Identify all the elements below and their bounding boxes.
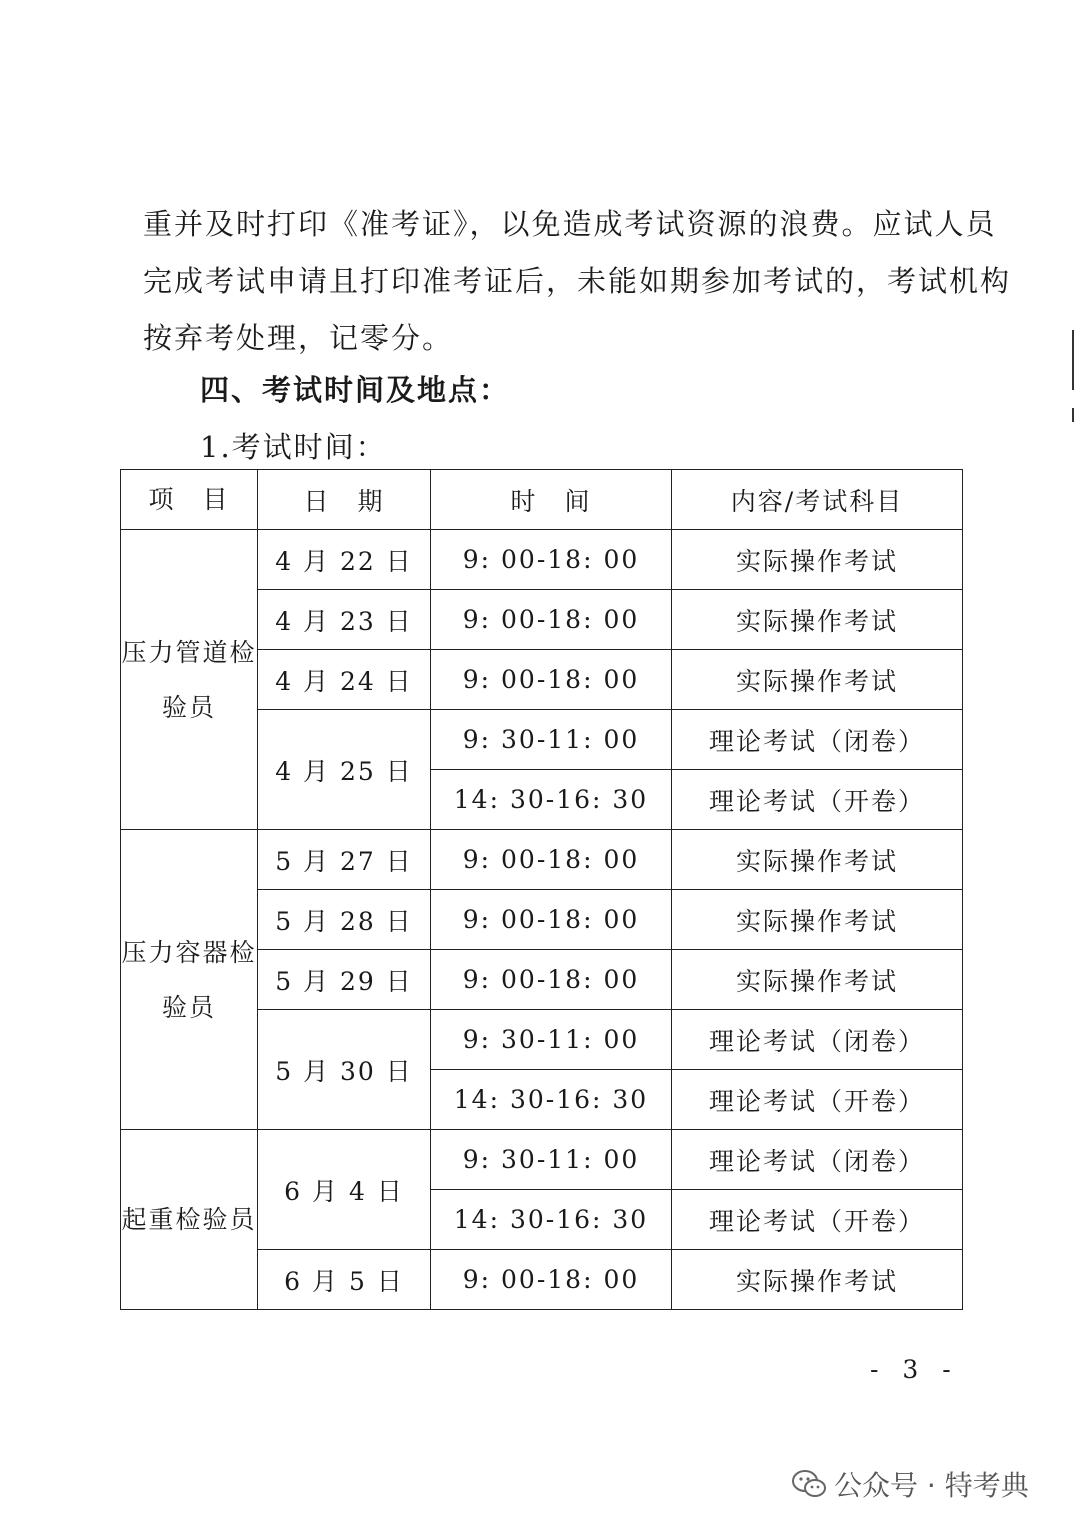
scan-mark <box>1072 330 1074 390</box>
intro-line-1: 重并及时打印《准考证》，以免造成考试资源的浪费。应试人员 <box>143 207 997 241</box>
date-cell: 6 月 4 日 <box>258 1130 431 1250</box>
table-row <box>121 530 963 590</box>
time-cell: 14: 30-16: 30 <box>431 1190 672 1250</box>
subject-cell: 实际操作考试 <box>672 950 963 1010</box>
item-cell: 压力管道检验员 <box>121 530 258 830</box>
time-cell: 9: 30-11: 00 <box>431 1010 672 1070</box>
intro-line-2: 完成考试申请且打印准考证后，未能如期参加考试的，考试机构 <box>143 264 1012 298</box>
time-cell: 9: 30-11: 00 <box>431 1130 672 1190</box>
time-cell: 9: 00-18: 00 <box>431 650 672 710</box>
subject-cell: 理论考试（开卷） <box>672 1070 963 1130</box>
intro-line-3: 按弃考处理，记零分。 <box>143 321 454 355</box>
item-cell: 起重检验员 <box>121 1130 258 1310</box>
date-cell: 5 月 30 日 <box>258 1010 431 1130</box>
header-time: 时 间 <box>431 470 672 530</box>
subject-cell: 理论考试（闭卷） <box>672 1130 963 1190</box>
scan-mark <box>1072 408 1074 422</box>
time-cell: 9: 00-18: 00 <box>431 590 672 650</box>
subject-cell: 理论考试（闭卷） <box>672 1010 963 1070</box>
time-cell: 14: 30-16: 30 <box>431 770 672 830</box>
table-row <box>121 830 963 890</box>
date-cell: 5 月 29 日 <box>258 950 431 1010</box>
sub-heading: 1.考试时间： <box>200 430 387 464</box>
time-cell: 9: 00-18: 00 <box>431 1250 672 1310</box>
wechat-icon <box>792 1469 826 1499</box>
date-cell: 4 月 25 日 <box>258 710 431 830</box>
table-row <box>121 1130 963 1190</box>
section-heading: 四、考试时间及地点： <box>200 373 511 407</box>
time-cell: 9: 30-11: 00 <box>431 710 672 770</box>
watermark <box>792 1464 1029 1504</box>
watermark-text: 公众号 · 特考典 <box>834 1469 1029 1502</box>
header-date: 日 期 <box>258 470 431 530</box>
date-cell: 4 月 24 日 <box>258 650 431 710</box>
time-cell: 9: 00-18: 00 <box>431 890 672 950</box>
subject-cell: 实际操作考试 <box>672 530 963 590</box>
subject-cell: 实际操作考试 <box>672 590 963 650</box>
time-cell: 9: 00-18: 00 <box>431 530 672 590</box>
date-cell: 5 月 27 日 <box>258 830 431 890</box>
header-item: 项 目 <box>121 470 258 530</box>
date-cell: 5 月 28 日 <box>258 890 431 950</box>
item-cell: 压力容器检验员 <box>121 830 258 1130</box>
time-cell: 14: 30-16: 30 <box>431 1070 672 1130</box>
subject-cell: 理论考试（闭卷） <box>672 710 963 770</box>
exam-schedule-table <box>120 469 963 1310</box>
subject-cell: 理论考试（开卷） <box>672 770 963 830</box>
subject-cell: 理论考试（开卷） <box>672 1190 963 1250</box>
subject-cell: 实际操作考试 <box>672 890 963 950</box>
date-cell: 6 月 5 日 <box>258 1250 431 1310</box>
subject-cell: 实际操作考试 <box>672 1250 963 1310</box>
page-number: - 3 - <box>870 1355 959 1384</box>
table-header-row <box>121 470 963 530</box>
subject-cell: 实际操作考试 <box>672 830 963 890</box>
intro-paragraph <box>143 196 1012 367</box>
time-cell: 9: 00-18: 00 <box>431 830 672 890</box>
time-cell: 9: 00-18: 00 <box>431 950 672 1010</box>
header-subject: 内容/考试科目 <box>672 470 963 530</box>
date-cell: 4 月 22 日 <box>258 530 431 590</box>
subject-cell: 实际操作考试 <box>672 650 963 710</box>
date-cell: 4 月 23 日 <box>258 590 431 650</box>
